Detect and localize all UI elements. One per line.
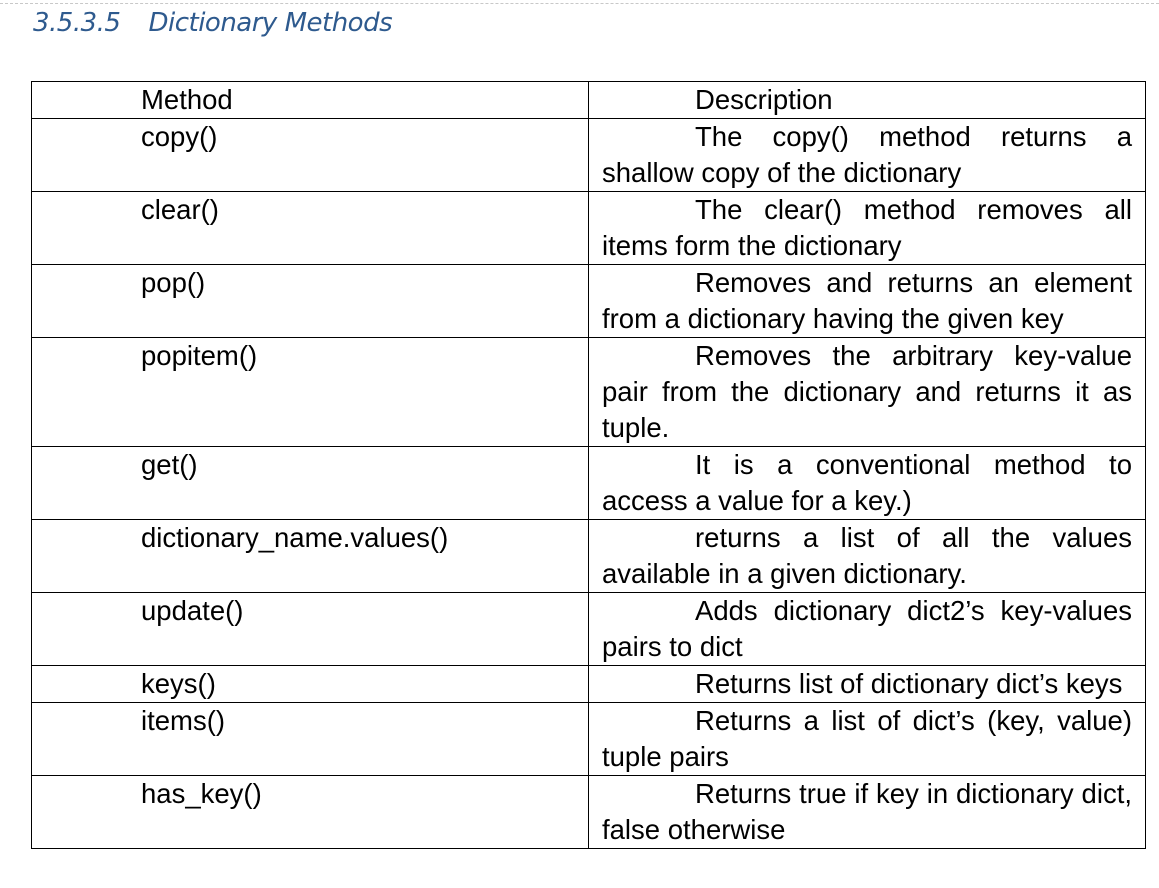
table-row [32,520,1146,593]
method-description: It is a conventional method to access a value for a key.) [589,447,1146,520]
section-title: Dictionary Methods [148,8,393,38]
page-top-rule [0,3,1159,4]
method-name: get() [32,447,589,520]
table-row [32,703,1146,776]
header-description: Description [589,82,1146,119]
method-description: The copy() method returns a shallow copy of the dictionary [589,119,1146,192]
table-row [32,776,1146,849]
method-name: update() [32,593,589,666]
table-row [32,447,1146,520]
method-name: pop() [32,265,589,338]
method-description: Returns a list of dict’s (key, value) tuple pairs [589,703,1146,776]
table-row [32,192,1146,265]
method-description: Removes and returns an element from a dictionary having the given key [589,265,1146,338]
method-description: Returns true if key in dictionary dict, false otherwise [589,776,1146,849]
method-name: keys() [32,666,589,703]
table-header-row [32,82,1146,119]
dictionary-methods-table [31,81,1146,849]
method-name: dictionary_name.values() [32,520,589,593]
table-row [32,338,1146,447]
section-heading [33,8,392,38]
method-name: clear() [32,192,589,265]
table-row [32,265,1146,338]
method-name: copy() [32,119,589,192]
method-description: Returns list of dictionary dict’s keys [589,666,1146,703]
method-name: items() [32,703,589,776]
method-description: returns a list of all the values available in a given dictionary. [589,520,1146,593]
method-name: has_key() [32,776,589,849]
header-method: Method [32,82,589,119]
table-row [32,593,1146,666]
table-row [32,666,1146,703]
table-row [32,119,1146,192]
section-number: 3.5.3.5 [33,8,121,38]
method-description: The clear() method removes all items form the dictionary [589,192,1146,265]
method-name: popitem() [32,338,589,447]
method-description: Adds dictionary dict2’s key-values pairs to dict [589,593,1146,666]
method-description: Removes the arbitrary key-value pair from the dictionary and returns it as tuple. [589,338,1146,447]
